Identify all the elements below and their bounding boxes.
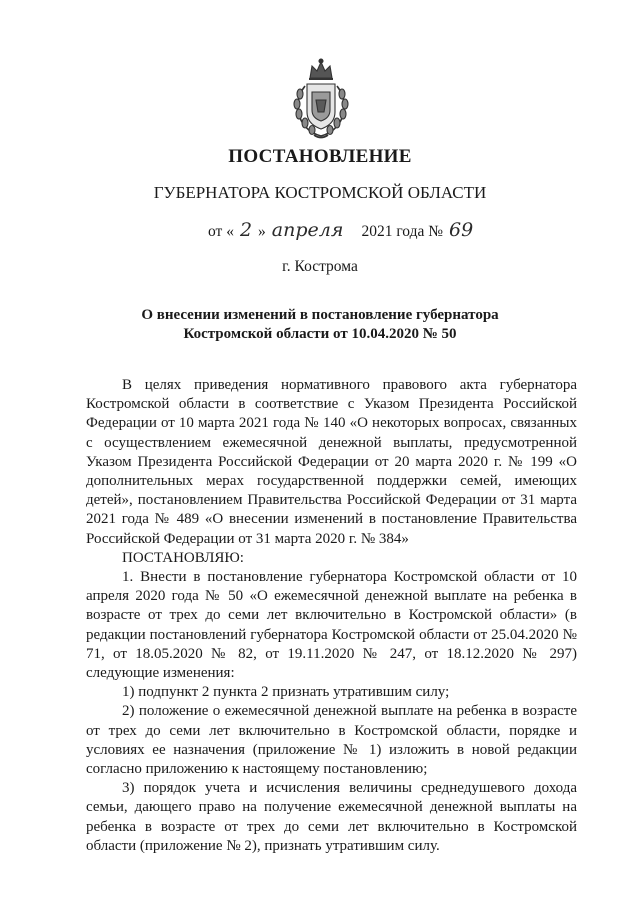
- coat-of-arms-emblem: [288, 56, 354, 140]
- sub-item-3: 3) порядок учета и исчисления величины среднедушевого дохода семьи, дающего право на получение ежемесячной денежной выплаты на ребенка в возрасте от трех до семи лет включительно в Костромской области (приложение № 2), признать утратившим силу.: [86, 780, 577, 854]
- issuing-authority: ГУБЕРНАТОРА КОСТРОМСКОЙ ОБЛАСТИ: [153, 183, 487, 202]
- city-name: г. Кострома: [282, 258, 358, 275]
- date-day-handwritten: 2: [239, 219, 253, 241]
- document-body: [86, 376, 577, 856]
- sub-item-2: 2) положение о ежемесячной денежной выплате на ребенка в возрасте от трех до семи лет включительно в Костромской области, порядке и условиях ее назначения (приложение № 1) изложить в новой редакции согласно приложению к настоящему постановлению;: [86, 703, 577, 778]
- decree-word: ПОСТАНОВЛЯЮ:: [122, 549, 244, 566]
- preamble-paragraph: В целях приведения нормативного правового акта губернатора Костромской области в соответствие с Указом Президента Российской Федерации от 10 марта 2021 года № 140 «О некоторых вопросах, связанных с осуществлением ежемесячной денежной выплаты, предусмотренной Указом Президента Российской Федерации от 20 марта 2020 г. № 199 «О дополнительных мерах государственной поддержки семей, имеющих детей», постановлением Правительства Российской Федерации от 31 марта 2021 года № 489 «О внесении изменений в постановление Правительства Российской Федерации от 31 марта 2020 г. № 384»: [86, 377, 577, 547]
- date-year-text: 2021 года №: [361, 223, 444, 240]
- document-number-handwritten: 69: [449, 219, 474, 241]
- sub-item-1: 1) подпункт 2 пункта 2 признать утратившим силу;: [122, 684, 450, 701]
- date-month-handwritten: апреля: [271, 219, 344, 241]
- document-title: ПОСТАНОВЛЕНИЕ: [228, 146, 412, 167]
- date-line: [208, 219, 508, 241]
- date-prefix: от «: [208, 223, 234, 240]
- subject-line-1: О внесении изменений в постановление губернатора: [141, 307, 499, 323]
- item-1-paragraph: 1. Внести в постановление губернатора Костромской области от 10 апреля 2020 года № 50 «О ежемесячной денежной выплате на ребенка в возрасте от трех до семи лет включительно в Костромской области» (в редакции постановлений губернатора Костромской области от 25.04.2020 № 71, от 18.05.2020 № 82, от 19.11.2020 № 247, от 18.12.2020 № 297) следующие изменения:: [86, 569, 577, 682]
- document-subject: [0, 306, 640, 344]
- subject-line-2: Костромской области от 10.04.2020 № 50: [183, 326, 457, 342]
- date-close-quote: »: [258, 223, 266, 240]
